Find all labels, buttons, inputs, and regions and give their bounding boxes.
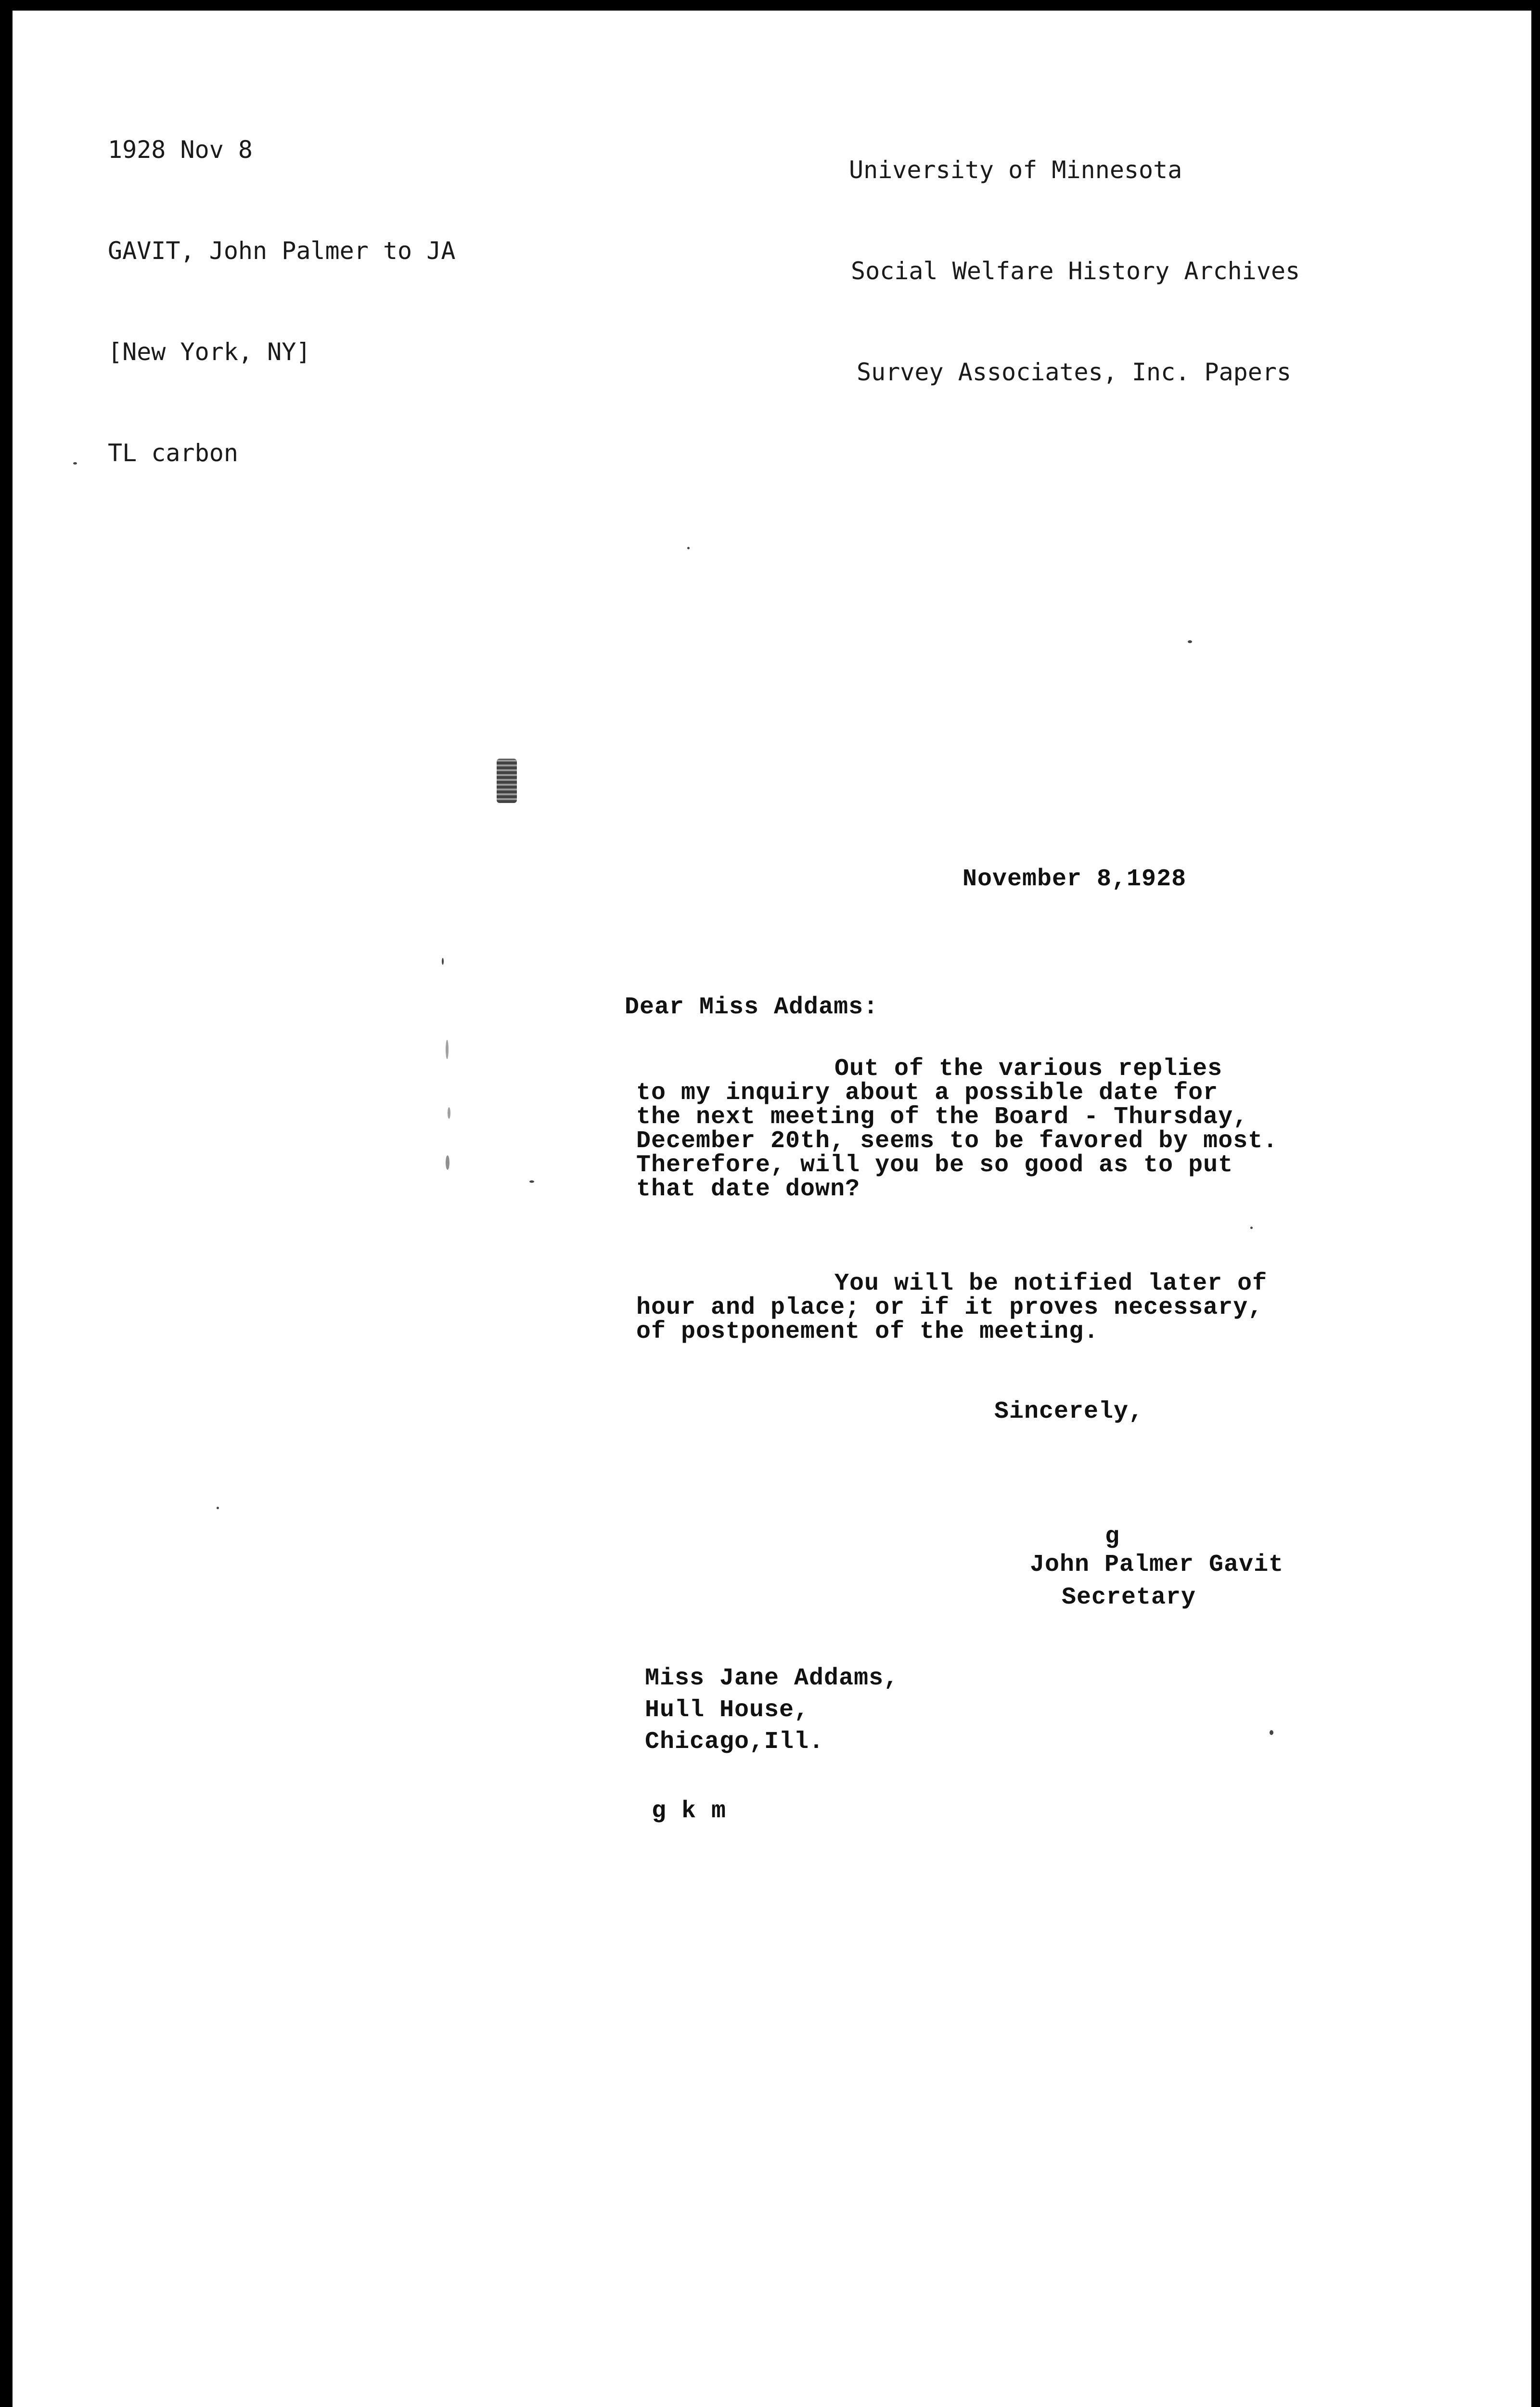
paragraph-2-line: hour and place; or if it proves necessary, — [636, 1294, 1263, 1321]
paragraph-1-line: the next meeting of the Board - Thursday, — [636, 1103, 1248, 1131]
source-archive: Social Welfare History Archives — [851, 257, 1300, 285]
scan-border-top — [0, 0, 1540, 11]
paragraph-1-line: to my inquiry about a possible date for — [636, 1079, 1219, 1107]
citation-correspondents: GAVIT, John Palmer to JA — [108, 237, 456, 265]
archive-citation — [108, 65, 455, 537]
paragraph-1-line: Out of the various replies — [834, 1055, 1223, 1083]
paragraph-2-line: You will be notified later of — [834, 1270, 1268, 1297]
typist-initials: g k m — [652, 1798, 727, 1825]
recipient-address-line: Hull House, — [645, 1696, 809, 1724]
signer-title: Secretary — [1062, 1584, 1196, 1611]
signature-mark: g — [1105, 1523, 1120, 1551]
scan-speck — [687, 547, 690, 549]
paragraph-1-line: that date down? — [636, 1176, 860, 1203]
closing: Sincerely, — [994, 1398, 1144, 1425]
archive-source — [849, 86, 1300, 456]
scan-speck — [1270, 1730, 1273, 1735]
paragraph-1-line: December 20th, seems to be favored by most. — [636, 1127, 1278, 1155]
letter-date: November 8,1928 — [962, 866, 1187, 893]
scan-speck — [529, 1180, 534, 1183]
citation-date: 1928 Nov 8 — [108, 136, 253, 164]
recipient-address-line: Miss Jane Addams, — [645, 1665, 899, 1692]
paragraph-1-line: Therefore, will you be so good as to put — [636, 1152, 1233, 1179]
ink-smudge — [497, 759, 517, 803]
scan-border-right — [1531, 0, 1540, 2407]
scan-speck — [446, 1155, 449, 1170]
source-institution: University of Minnesota — [849, 156, 1182, 184]
scan-speck — [73, 462, 77, 465]
scan-speck — [1188, 640, 1192, 643]
scan-border-left — [0, 0, 13, 2407]
citation-place: [New York, NY] — [108, 338, 311, 366]
scan-speck — [1250, 1227, 1253, 1229]
paragraph-2-line: of postponement of the meeting. — [636, 1318, 1099, 1346]
salutation: Dear Miss Addams: — [625, 994, 879, 1021]
scan-speck — [442, 958, 444, 965]
scan-speck — [448, 1107, 450, 1119]
scan-speck — [446, 1040, 449, 1059]
scan-speck — [217, 1507, 219, 1509]
citation-type: TL carbon — [108, 439, 238, 467]
signer-name: John Palmer Gavit — [1030, 1551, 1284, 1579]
recipient-address-line: Chicago,Ill. — [645, 1728, 824, 1756]
source-collection: Survey Associates, Inc. Papers — [857, 358, 1292, 386]
